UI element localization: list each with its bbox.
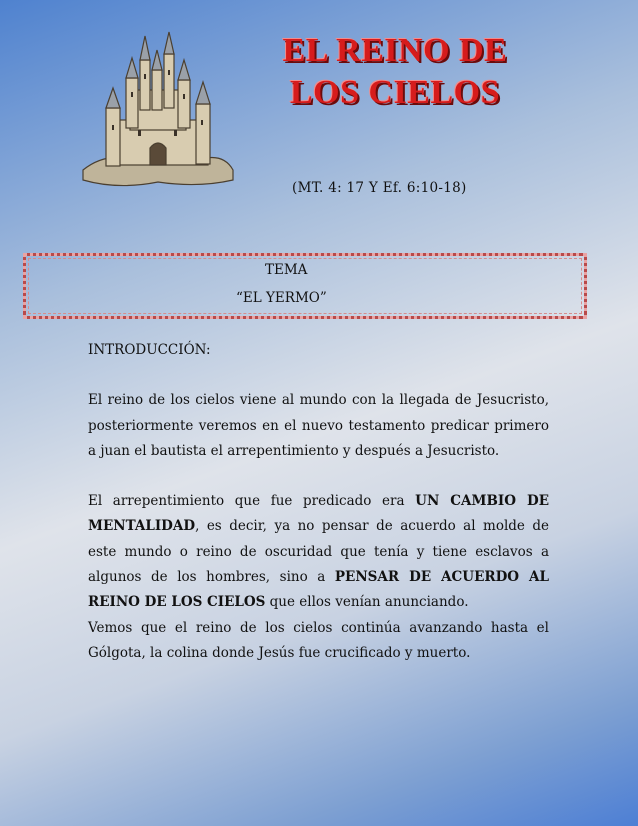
paragraph-2 bbox=[88, 489, 549, 615]
tema-label: TEMA bbox=[265, 262, 308, 278]
para2-text-3: que ellos venían anunciando. bbox=[265, 594, 469, 611]
paragraph-3: Vemos que el reino de los cielos continúa avanzando hasta el Gólgota, la colina donde Jesús fue crucificado y muerto. bbox=[88, 619, 549, 661]
castle-illustration bbox=[78, 30, 236, 192]
intro-heading: INTRODUCCIÓN: bbox=[88, 342, 211, 358]
para2-bold-2: PENSAR DE ACUERDO AL REINO DE LOS CIELOS bbox=[88, 569, 549, 611]
tema-name: “EL YERMO” bbox=[236, 290, 327, 306]
scripture-reference: (MT. 4: 17 Y Ef. 6:10-18) bbox=[292, 180, 467, 196]
para2-text-1: El arrepentimiento que fue predicado era bbox=[88, 493, 416, 510]
title-line-1: EL REINO DE bbox=[282, 32, 508, 69]
document-body bbox=[88, 338, 549, 666]
paragraph-1: El reino de los cielos viene al mundo con la llegada de Jesucristo, posteriormente veremos en el nuevo testamento predicar primero a juan el bautista el arrepentimiento y después a Jesucristo. bbox=[88, 392, 549, 459]
para2-text-2: , es decir, ya no pensar de acuerdo al molde de este mundo o reino de oscuridad que tenía y tiene esclavos a algunos de los hombres, sino a bbox=[88, 518, 549, 586]
para2-bold-1: UN CAMBIO DE MENTALIDAD bbox=[88, 493, 549, 535]
page-title bbox=[270, 30, 520, 114]
title-line-2: LOS CIELOS bbox=[289, 74, 501, 111]
